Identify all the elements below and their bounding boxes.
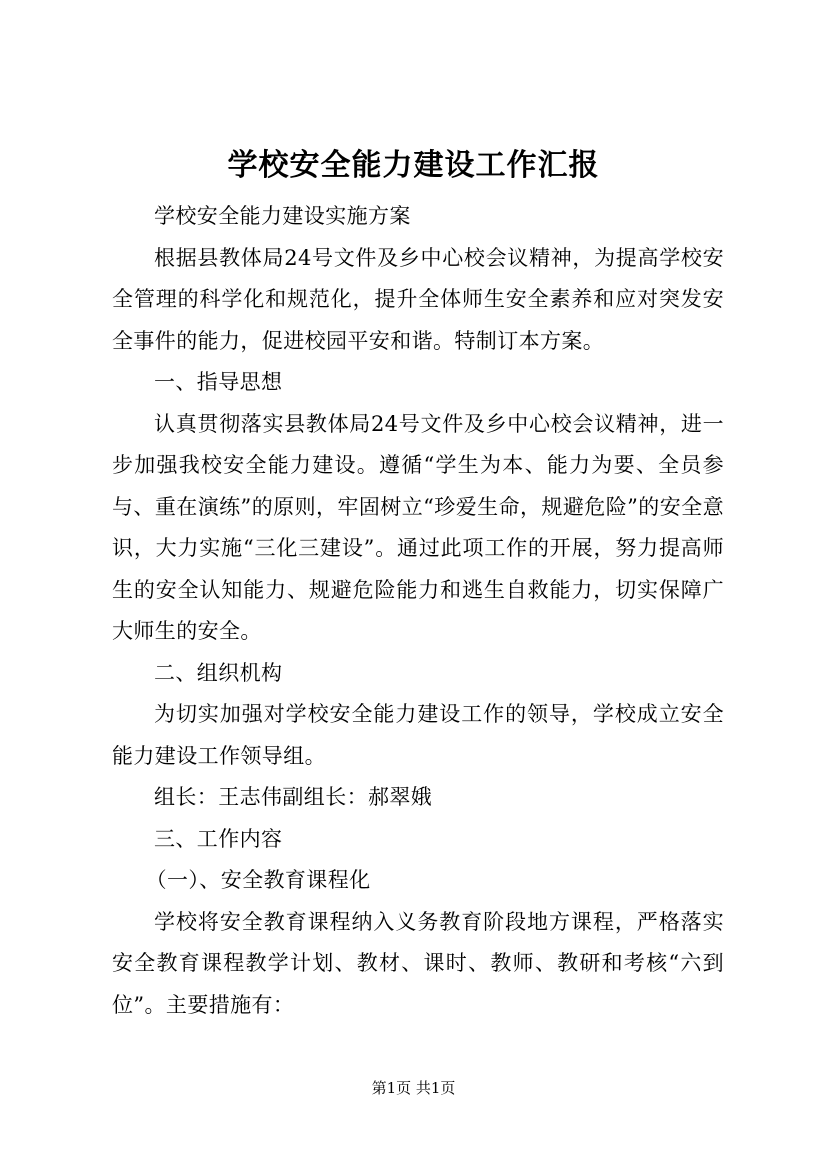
paragraph-intro: 根据县教体局24号文件及乡中心校会议精神，为提高学校安全管理的科学化和规范化，提升全体师生安全素养和应对突发安全事件的能力，促进校园平安和谐。特制订本方案。 [112,245,724,353]
document-body [112,196,724,1026]
paragraph-leaders: 组长：王志伟副组长：郝翠娥 [154,785,433,809]
heading-work-content: 三、工作内容 [154,826,283,851]
subheading-curriculum: （一）、安全教育课程化 [145,868,371,892]
paragraph-guiding-ideology: 认真贯彻落实县教体局24号文件及乡中心校会议精神，进一步加强我校安全能力建设。遵循“学生为本、能力为要、全员参与、重在演练”的原则，牢固树立“珍爱生命，规避危险”的安全意识，大力实施“三化三建设”。通过此项工作的开展，努力提高师生的安全认知能力、规避危险能力和逃生自救能力，切实保障广大师生的安全。 [112,411,724,643]
document-title: 学校安全能力建设工作汇报 [227,148,600,183]
heading-organization: 二、组织机构 [154,660,283,685]
paragraph-organization: 为切实加强对学校安全能力建设工作的领导，学校成立安全能力建设工作领导组。 [112,702,724,768]
paragraph-subtitle: 学校安全能力建设实施方案 [154,204,411,228]
page-footer: 第1页 共1页 [371,1079,456,1097]
paragraph-curriculum: 学校将安全教育课程纳入义务教育阶段地方课程，严格落实安全教育课程教学计划、教材、课时、教师、教研和考核“六到位”。主要措施有： [112,909,724,1017]
heading-guiding-ideology: 一、指导思想 [154,370,283,394]
